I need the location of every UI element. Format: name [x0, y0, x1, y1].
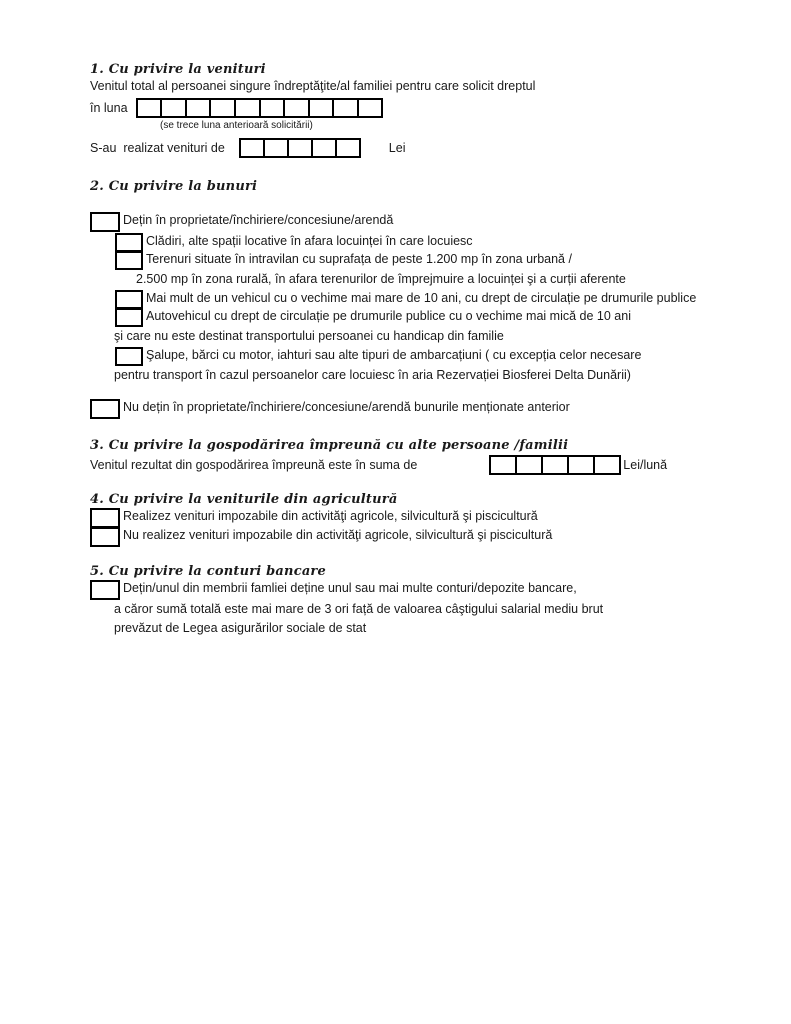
bank-accounts-row	[90, 579, 790, 600]
grid-cell[interactable]	[160, 100, 185, 116]
grid-cell[interactable]	[234, 100, 259, 116]
own-assets-row	[90, 211, 790, 232]
buildings-label: Clădiri, alte spații locative în afara locuinței în care locuiesc	[146, 234, 473, 248]
section3-heading: 3. Cu privire la gospodărirea împreună cu alte persoane /familii	[90, 438, 569, 453]
grid-cell[interactable]	[332, 100, 357, 116]
section5-heading: 5. Cu privire la conturi bancare	[90, 564, 326, 579]
new-vehicle-label-line2: şi care nu este destinat transportului persoanei cu handicap din familie	[114, 329, 504, 343]
section2-heading: 2. Cu privire la bunuri	[90, 179, 258, 194]
income-unit-label: Lei	[388, 140, 406, 155]
land-label-line1: Terenuri situate în intravilan cu suprafața de peste 1.200 mp în zona urbană /	[146, 252, 572, 266]
month-note: (se trece luna anterioară solicitării)	[160, 120, 313, 131]
agri-income-yes-label: Realizez venituri impozabile din activităţi agricole, silvicultură şi piscicultură	[123, 509, 538, 523]
new-vehicle-label-line1: Autovehicul cu drept de circulație pe drumurile publice cu o vechime mai mică de 10 ani	[146, 309, 631, 323]
grid-cell[interactable]	[567, 457, 593, 473]
section4-heading: 4. Cu privire la veniturile din agricultură	[90, 492, 398, 507]
grid-cell[interactable]	[259, 100, 284, 116]
grid-cell[interactable]	[335, 140, 359, 156]
grid-cell[interactable]	[491, 457, 515, 473]
grid-cell[interactable]	[357, 100, 382, 116]
grid-cell[interactable]	[515, 457, 541, 473]
bank-accounts-label-line3: prevăzut de Legea asigurărilor sociale de stat	[114, 621, 367, 635]
old-vehicles-label: Mai mult de un vehicul cu o vechime mai mare de 10 ani, cu drept de circulație pe drumurile publice	[146, 291, 697, 305]
agri-income-yes-checkbox[interactable]	[90, 508, 120, 528]
bank-accounts-checkbox[interactable]	[90, 580, 120, 600]
no-assets-label: Nu dețin în proprietate/închiriere/concesiune/arendă bunurile menționate anterior	[123, 400, 570, 414]
grid-cell[interactable]	[185, 100, 210, 116]
bank-accounts-label-line2: a căror sumă totală este mai mare de 3 ori față de valoarea câştigului salarial mediu brut	[114, 602, 604, 616]
grid-cell[interactable]	[308, 100, 333, 116]
grid-cell[interactable]	[138, 100, 161, 116]
boats-row	[115, 346, 790, 366]
agri-income-no-label: Nu realizez venituri impozabile din activităţi agricole, silvicultură şi piscicultură	[123, 528, 553, 542]
household-income-row	[90, 455, 790, 475]
land-row	[115, 250, 790, 270]
month-input-row	[90, 98, 790, 118]
grid-cell[interactable]	[311, 140, 335, 156]
form-content	[90, 62, 790, 638]
grid-cell[interactable]	[263, 140, 287, 156]
no-assets-checkbox[interactable]	[90, 399, 120, 419]
old-vehicles-row	[115, 289, 790, 309]
old-vehicles-checkbox[interactable]	[115, 290, 143, 309]
new-vehicle-row	[115, 307, 790, 327]
section1-intro-text: Venitul total al persoanei singure îndreptăţite/al familiei pentru care solicit dreptul	[90, 79, 536, 93]
buildings-row	[115, 232, 790, 252]
new-vehicle-checkbox[interactable]	[115, 308, 143, 327]
agri-income-no-checkbox[interactable]	[90, 527, 120, 547]
bank-accounts-label-line1: Dețin/unul din membrii famliei deține unul sau mai multe conturi/depozite bancare,	[123, 581, 577, 595]
boats-checkbox[interactable]	[115, 347, 143, 366]
household-income-label: Venitul rezultat din gospodărirea împreună este în suma de	[90, 457, 418, 472]
no-assets-row	[90, 398, 790, 419]
grid-cell[interactable]	[283, 100, 308, 116]
land-label-line2: 2.500 mp în zona rurală, în afara terenurilor de împrejmuire a locuinței şi a curții aferente	[136, 272, 626, 286]
income-grid-input[interactable]	[239, 138, 361, 158]
agri-income-yes-row	[90, 507, 790, 528]
agri-income-no-row	[90, 526, 790, 547]
buildings-checkbox[interactable]	[115, 233, 143, 252]
month-label: în luna	[90, 100, 128, 115]
income-label: S-au realizat venituri de	[90, 140, 225, 155]
grid-cell[interactable]	[541, 457, 567, 473]
income-input-row	[90, 138, 790, 158]
grid-cell[interactable]	[241, 140, 263, 156]
household-income-grid-input[interactable]	[489, 455, 621, 475]
own-assets-label: Dețin în proprietate/închiriere/concesiune/arendă	[123, 213, 394, 227]
grid-cell[interactable]	[209, 100, 234, 116]
month-grid-input[interactable]	[136, 98, 384, 118]
household-income-unit-label: Lei/lună	[623, 457, 668, 472]
boats-label-line1: Şalupe, bărci cu motor, iahturi sau alte tipuri de ambarcațiuni ( cu excepția celor necesare	[146, 348, 642, 362]
land-checkbox[interactable]	[115, 251, 143, 270]
section1-heading: 1. Cu privire la venituri	[90, 62, 266, 77]
boats-label-line2: pentru transport în cazul persoanelor care locuiesc în aria Rezervației Biosferei Delta Dunării)	[114, 368, 631, 382]
grid-cell[interactable]	[287, 140, 311, 156]
own-assets-checkbox[interactable]	[90, 212, 120, 232]
grid-cell[interactable]	[593, 457, 619, 473]
